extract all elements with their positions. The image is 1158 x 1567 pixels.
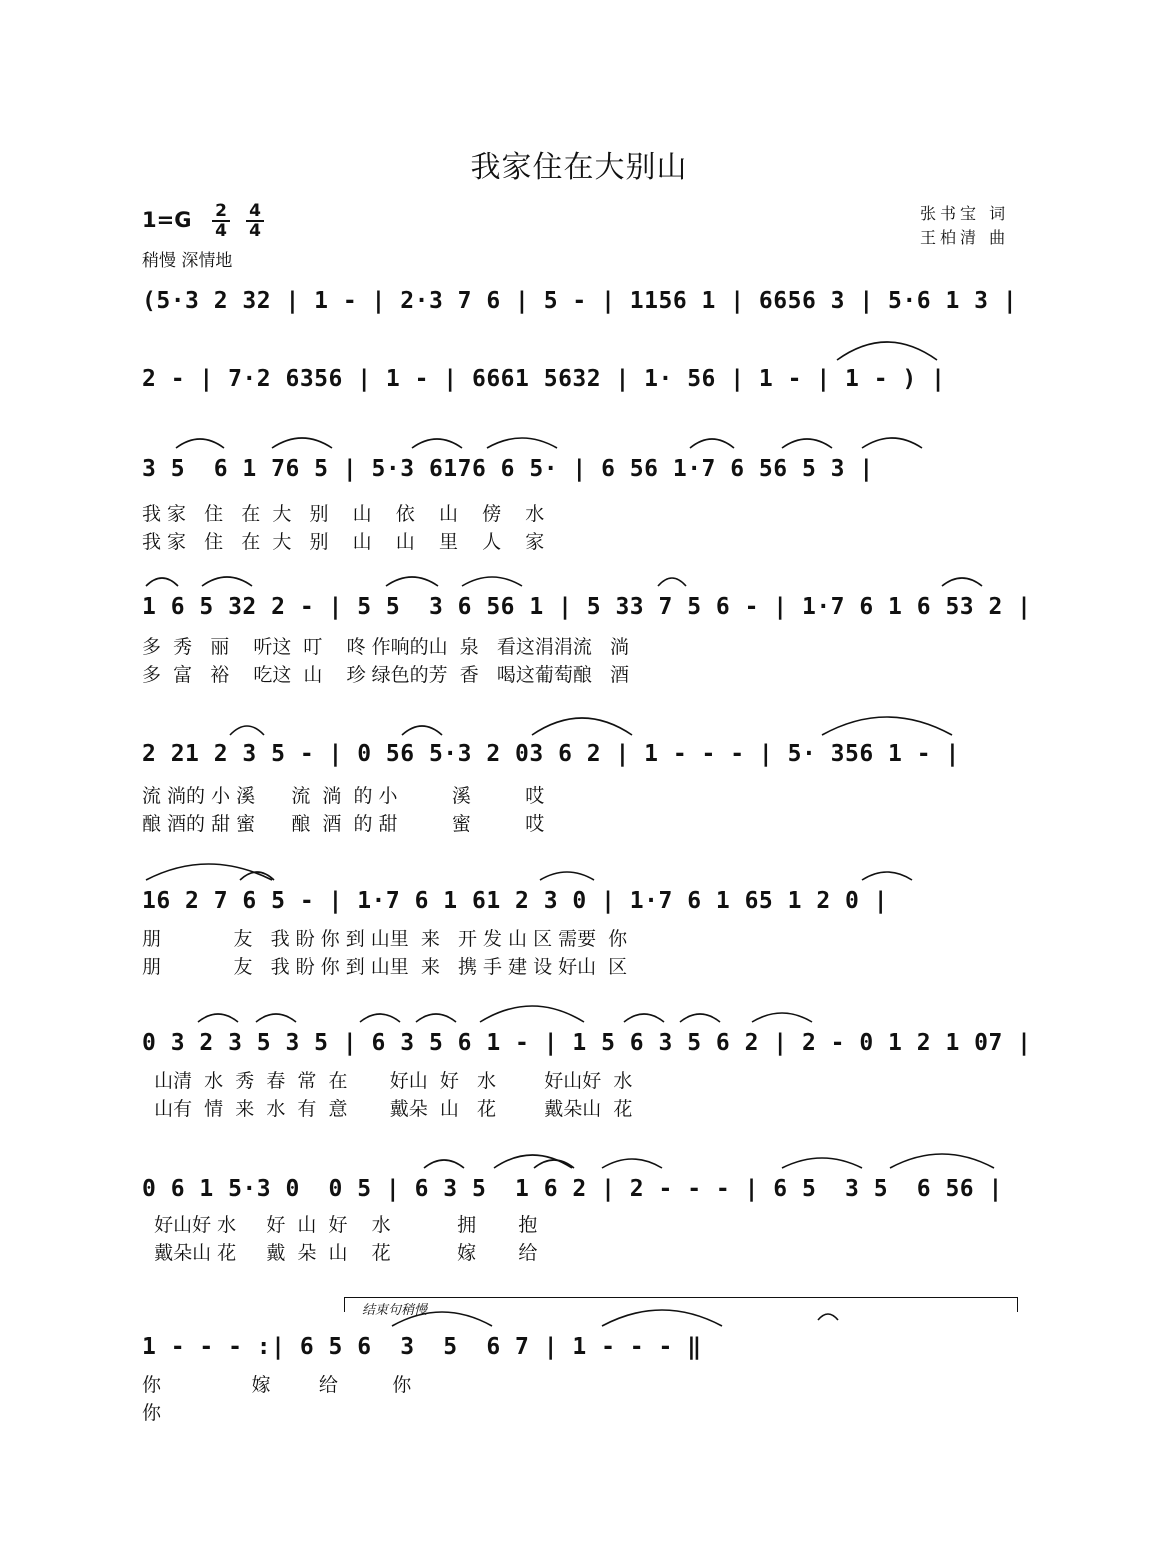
system-6-lyric-verse-2: 朋 友 我 盼 你 到 山里 来 携 手 建 设 好山 区 (142, 956, 628, 978)
system-8-notes: 0 6 1 5·3 0 0 5 | 6 3 5 1 6 2 | 2 - - - | 6 5 3 5 6 56 | (142, 1176, 1003, 1202)
system-8-slurs (142, 1142, 1022, 1172)
time-signature-1-bottom: 4 (215, 221, 227, 241)
system-5-lyric-verse-2: 酿 酒的 甜 蜜 酿 酒 的 甜 蜜 哎 (142, 813, 545, 835)
system-7-notes: 0 3 2 3 5 3 5 | 6 3 5 6 1 - | 1 5 6 3 5 6 2 | 2 - 0 1 2 1 07 | (142, 1030, 1032, 1056)
time-signature-1 (210, 203, 232, 239)
system-7-lyric-verse-2: 山有 情 来 水 有 意 戴朵 山 花 戴朵山 花 (142, 1098, 633, 1120)
system-9-slurs (142, 1300, 1022, 1330)
lyricist-credit: 张书宝 词 (920, 204, 1010, 223)
time-signature-1-top: 2 (215, 201, 227, 221)
system-7-slurs (142, 996, 1022, 1026)
system-3-notes: 3 5 6 1 76 5 | 5·3 6176 6 5· | 6 56 1·7 6 56 5 3 | (142, 456, 874, 482)
system-6-slurs (142, 854, 1022, 884)
system-4-notes: 1 6 5 32 2 - | 5 5 3 6 56 1 | 5 33 7 5 6 - | 1·7 6 1 6 53 2 | (142, 594, 1032, 620)
system-8-lyric-verse-2: 戴朵山 花 戴 朵 山 花 嫁 给 (142, 1242, 538, 1264)
system-6-lyric-verse-1: 朋 友 我 盼 你 到 山里 来 开 发 山 区 需要 你 (142, 928, 628, 950)
system-6-notes: 16 2 7 6 5 - | 1·7 6 1 61 2 3 0 | 1·7 6 1 65 1 2 0 | (142, 888, 889, 914)
composer-credit: 王柏清 曲 (920, 228, 1010, 247)
system-4-lyric-verse-2: 多 富 裕 吃这 山 珍 绿色的芳 香 喝这葡萄酿 酒 (142, 664, 629, 686)
system-3-slurs (142, 422, 1022, 452)
system-5-lyric-verse-1: 流 淌的 小 溪 流 淌 的 小 溪 哎 (142, 785, 545, 807)
system-4-slurs (142, 560, 1022, 590)
key-signature: 1=G (142, 208, 192, 232)
system-2-slurs (142, 332, 1022, 362)
system-5-notes: 2 21 2 3 5 - | 0 56 5·3 2 03 6 2 | 1 - - - | 5· 356 1 - | (142, 741, 960, 767)
system-3-lyric-verse-1: 我 家 住 在 大 别 山 依 山 傍 水 (142, 503, 545, 525)
system-9-lyric-verse-1: 你 嫁 给 你 (142, 1374, 412, 1396)
time-signature-2 (244, 203, 266, 239)
system-8-lyric-verse-1: 好山好 水 好 山 好 水 拥 抱 (142, 1214, 538, 1236)
system-9-lyric-verse-2: 你 (142, 1402, 162, 1424)
system-2-notes: 2 - | 7·2 6356 | 1 - | 6661 5632 | 1· 56 | 1 - | 1 - ) | (142, 366, 946, 392)
system-9-notes: 1 - - - :| 6 5 6 3 5 6 7 | 1 - - - ‖ (142, 1334, 702, 1360)
system-5-slurs (142, 707, 1022, 737)
system-4-lyric-verse-1: 多 秀 丽 听这 叮 咚 作响的山 泉 看这涓涓流 淌 (142, 636, 629, 658)
system-1-notes: (5·3 2 32 | 1 - | 2·3 7 6 | 5 - | 1156 1 | 6656 3 | 5·6 1 3 | (142, 288, 1018, 314)
tempo-marking: 稍慢 深情地 (142, 251, 233, 271)
song-title: 我家住在大别山 (470, 150, 688, 185)
system-7-lyric-verse-1: 山清 水 秀 春 常 在 好山 好 水 好山好 水 (142, 1070, 633, 1092)
time-signature-2-top: 4 (249, 201, 261, 221)
time-signature-2-bottom: 4 (249, 221, 261, 241)
ending-label: 结束句稍慢 (362, 1303, 428, 1318)
system-3-lyric-verse-2: 我 家 住 在 大 别 山 山 里 人 家 (142, 531, 545, 553)
